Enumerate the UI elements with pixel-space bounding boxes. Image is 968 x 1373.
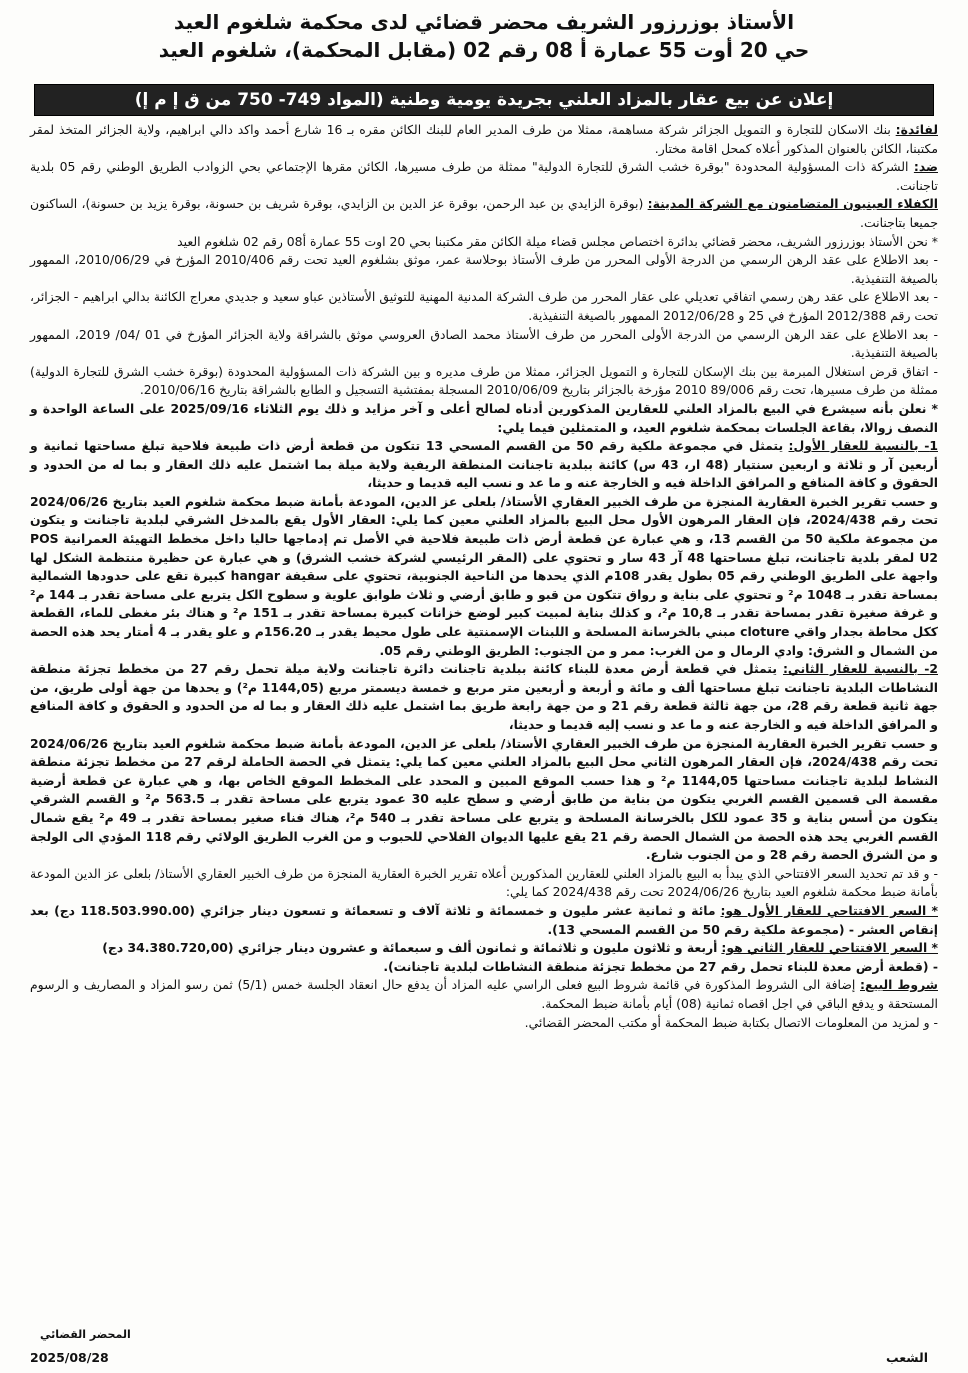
defendant-label: ضد: bbox=[913, 159, 938, 175]
opening-price-1-text: مائة و ثمانية عشر مليون و خمسمائة و ثلاثة آلاف و تسعمائة و تسعون دينار جزائري (118.503.990.00 دج) بعد إنقاص العشر - (مجموعة ملكية رقم 50 من القسم المسحي 13). bbox=[30, 902, 938, 937]
property2-label: 2- بالنسبة للعقار الثاني: bbox=[782, 661, 938, 677]
defendant-paragraph bbox=[30, 158, 938, 195]
property1-label: 1- بالنسبة للعقار الأول: bbox=[788, 438, 938, 454]
guarantors-text: (بوقرة الزايدي بن عبد الرحمن، بوقرة عز الدين بن الزايدي، بوقرة شريف بن حسونة، بوقرة يزيد بن حسونة)، الساكنون جميعا بتاجنانت. bbox=[30, 196, 938, 230]
contact-info: - و لمزيد من المعلومات الاتصال بكتابة ضبط المحكمة أو مكتب المحضر القضائي. bbox=[524, 1014, 938, 1030]
sale-terms-text: إضافة الى الشروط المذكورة في قائمة شروط البيع فعلى الراسي عليه المزاد أن يدفع حال انعقاد الجلسة خمس (5/1) ثمن رسو المزاد و المصاريف و الرسوم المستحقة و يدفع الباقي في اجل اقصاه ثمانية (08) أيام بأمانة ضبط المحكمة. bbox=[30, 977, 938, 1011]
preamble-mortgage-1: - بعد الاطلاع على عقد الرهن الرسمي من الدرجة الأولى المحرر من طرف الأستاذ بوحلاسة عمر، موثق بشلغوم العيد تحت رقم 2010/406 المؤرخ في 2010/06/29، الممهور بالصيغة التنفيذية. bbox=[30, 252, 938, 286]
opening-price-2-text: أربعة و ثلاثون مليون و ثلاثمائة و ثمانون ألف و سبعمائة و عشرون دينار جزائري (34.380.720,00 دج) bbox=[102, 940, 718, 956]
footer bbox=[30, 1350, 928, 1365]
preamble-loan-agreement: - اتفاق قرض استغلال المبرمة بين بنك الإسكان للتجارة و التمويل الجزائر، ممثلا من طرف مديره و بين الشركة ذات المسؤولية المحدودة (بوقرة خشب الشرق للتجارة الدولية) ممثلة من طرف مسيرها، تحت رقم 89/006 2010 مؤرخة بالجزائر بتاريخ 2010/06/09 المسجلة بمفتشية التسجيل و الطابع بالشراقة بتاريخ 2010/06/16. bbox=[30, 363, 938, 398]
publication-date: 2025/08/28 bbox=[30, 1350, 109, 1365]
preamble-bailiff: * نحن الأستاذ بوزرزور الشريف، محضر قضائي بدائرة اختصاص مجلس قضاء ميلة الكائن مقر مكتبنا بحي 20 اوت 55 عمارة أ08 رقم 02 شلغوم العيد bbox=[177, 233, 938, 249]
plaintiff-label: لفائدة: bbox=[895, 122, 938, 137]
sale-terms bbox=[30, 976, 938, 1013]
plaintiff-text: بنك الاسكان للتجارة و التمويل الجزائر شركة مساهمة، ممثلا من طرف المدير العام للبنك الكائن مقره بـ 16 شارع أحمد واكد دالي ابراهيم، ولاية الجزائر المتخذ لمقر مكتبنا، الكائن بالعنوان المذكور أعلاه كمحل اقامة مختار. bbox=[30, 122, 938, 156]
sale-terms-label: شروط البيع: bbox=[860, 977, 938, 993]
preamble-mortgage-3: - بعد الاطلاع على عقد الرهن الرسمي من الدرجة الأولى المحرر من طرف الأستاذ محمد الصادق العروسي موثق بالشراقة ولاية الجزائر المؤرخ في 01 /04/ 2019، الممهور بالصيغة التنفيذية. bbox=[30, 326, 939, 361]
header bbox=[20, 8, 948, 64]
property2-paragraph bbox=[30, 660, 938, 734]
defendant-text: الشركة ذات المسؤولية المحدودة "بوقرة خشب الشرق للتجارة الدولية" ممثلة من طرف مسيرها، الكائن مقرها الإجتماعي بحي الزوادب الطريق الوطني رقم 05 بلدية تاجنانت. bbox=[30, 159, 938, 193]
property1-paragraph bbox=[30, 437, 938, 493]
guarantors-label: الكفلاء العينيون المتضامنون مع الشركة المدينة: bbox=[647, 196, 938, 212]
header-address: حي 20 أوت 55 عمارة أ 08 رقم 02 (مقابل المحكمة)، شلغوم العيد bbox=[158, 38, 810, 62]
announcement-banner: إعلان عن بيع عقار بالمزاد العلني بجريدة يومية وطنية (المواد 749- 750 من ق إ م إ) bbox=[34, 84, 934, 116]
auction-announcement: * نعلن بأنه سيشرع في البيع بالمزاد العلني للعقارين المذكورين أدناه لصالح أعلى و آخر مزايد و ذلك يوم الثلاثاء 2025/09/16 على الساعة الواحدة و النصف زوالا، بقاعة الجلسات بمحكمة شلغوم العيد، و المتمثلين فيما يلي: bbox=[30, 400, 938, 435]
plaintiff-paragraph bbox=[30, 121, 938, 158]
publication-name: الشعب bbox=[886, 1350, 928, 1365]
opening-price-1-label: * السعر الافتتاحي للعقار الأول هو: bbox=[720, 902, 938, 918]
announcement-body bbox=[30, 121, 938, 1032]
signature: المحضر القضائي bbox=[40, 1328, 131, 1341]
opening-price-2-label: * السعر الافتتاحي للعقار الثاني هو: bbox=[721, 940, 938, 956]
property1-desc: يتمثل في مجموعة ملكية رقم 50 من القسم المسحي 13 تتكون من قطعة أرض ذات طبيعة فلاحية تبلغ مساحتها ثمانية و أربعين آر و ثلاثة و اربعين سنتيار (48 ار، 43 س) كائنة ببلدية تاجنانت المنطقة الريفية ولاية ميلة بما اشتمل عليه ذلك العقار و بما له من الحدود و الحقوق و كافة المنافع و المرافق الداخلة فيه و الخارجة عنه و ما عد و نسب اليه قديما و حديثا، bbox=[30, 438, 938, 491]
opening-price-intro: - و قد تم تحديد السعر الافتتاحي الذي يبدأ به البيع بالمزاد العلني للعقارين المذكورين أعلاه تقرير الخبرة العقارية المنجزة من طرف الخبير العقاري الأستاذ/ بلعلى عز الدين المودعة بأمانة ضبط محكمة شلغوم العيد بتاريخ 2024/06/26 تحت رقم 2024/438 كما يلي: bbox=[30, 865, 938, 900]
property2-desc: يتمثل في قطعة أرض معدة للبناء كائنة ببلدية تاجنانت دائرة تاجنانت ولاية ميلة تحمل رقم 27 من مخطط تجزئة منطقة النشاطات البلدية تاجنانت تبلغ مساحتها ألف و مائة و أربعة و أربعين متر مربع و خمسة ديسمتر مربع (1144,05 م²) و يحدها من جهة أولى طريق، من جهة ثانية قطعة رقم 28، من جهة ثالثة قطعة رقم 21 و من جهة رابعة طريق بما اشتمل عليه ذلك العقار و بما له من الحدود و الحقوق و كافة المنافع و المرافق الداخلة فيه و الخارجة عنه و ما عد و نسب إليه قديما و حديثا، bbox=[30, 661, 938, 732]
opening-price-2-note: - (قطعة أرض معدة للبناء تحمل رقم 27 من مخطط تجزئة منطقة النشاطات لبلدية تاجنانت). bbox=[383, 958, 938, 974]
preamble-mortgage-2: - بعد الاطلاع على عقد رهن رسمي اتفاقي تعديلي على عقار المحرر من طرف الشركة المدنية المهنية للتوثيق الأستاذين عباو سعيد و جديدي معراج الكائنة بدالي ابراهيم - الجزائر، تحت رقم 2012/388 المؤرخ في 25 و 2012/06/28 الممهور بالصيغة التنفيذية. bbox=[30, 289, 938, 323]
opening-price-2 bbox=[30, 939, 938, 958]
opening-price-1 bbox=[30, 902, 938, 939]
property2-expert-report: و حسب تقرير الخبرة العقارية المنجزة من طرف الخبير العقاري الأستاذ/ بلعلى عز الدين، المودعة بأمانة ضبط محكمة شلغوم العيد بتاريخ 2024/06/26 تحت رقم 2024/438، فإن العقار المرهون الثاني محل البيع بالمزاد العلني معين كما يلي: يتمثل في الحصة الحاملة لرقم 27 من مخطط تجزئة منطقة النشاط لبلدية تاجنانت مساحتها 1144,05 م² و هذا حسب الموقع المبين و المحدد على المخطط الموقع الخاص بها، و هي عبارة عن قطعة أرضية مقسمة الى قسمين القسم الغربي يتكون من بناية من طابق أرضي و سطح عليه 30 عمود يتربع على مساحة تقدر بـ 563.5 م² و القسم الشرقي يتكون من أسس بناية و 35 عمود للكل بالخرسانة المسلحة و يتربع على مساحة تقدر بـ 540 م²، هناك فناء صغير بمساحة تقدر بـ 49 م² يقع شمال القسم الغربي يحد هذه الحصة من الشمال الحصة رقم 21 يقع عليها الديوان الفلاحي للحبوب و من الغرب الطريق الولائي رقم 118 المؤدي الى الولجة و من الشرق الحصة رقم 28 و من الجنوب شارع. bbox=[30, 735, 939, 863]
guarantors-paragraph bbox=[30, 195, 938, 232]
property1-expert-report: و حسب تقرير الخبرة العقارية المنجزة من طرف الخبير العقاري الأستاذ/ بلعلى عز الدين، المودعة بأمانة ضبط محكمة شلغوم العيد بتاريخ 2024/06/26 تحت رقم 2024/438، فإن العقار المرهون الأول محل البيع بالمزاد العلني معين كما يلي: العقار الأول يقع بالمدخل الشرقي لبلدية تاجنانت و يتكون من مجموعة ملكية 50 من القسم 13، و هي عبارة عن قطعة أرض ذات طبيعة فلاحية في الأصل تم إدماجها حاليا داخل مخطط التهيئة العمرانية POS U2 لمقر بلدية تاجنانت، تبلغ مساحتها 48 آر 43 سار و تحتوي على (المقر الرئيسي لشركة خشب الشرق) و هي عبارة عن حظيرة منتظمة الشكل لها واجهة على الطريق الوطني رقم 05 بطول يقدر 108م الذي يحدها من الناحية الجنوبية، تحتوي على سقيفة hangar كبيرة تقع على حدودها الشمالية بمساحة تقدر بـ 1048 م² و تحتوي على بناية و رواق تتكون من قبو و طابق أرضي و ثلاث طوابق علوية و سطوح الكل يتربع على مساحة تقدر بـ 144 م² و غرفة صغيرة تقدر بمساحة تقدر بـ 10,8 م²، و كذلك بناية لمبيت كبير لوضع خزانات كبيرة بمساحة تقدر بـ 151 م² و هناك بئر مغطى للماء، القطعة ككل محاطة بجدار واقي cloture مبني بالخرسانة المسلحة و اللبنات الإسمنتية على طول محيط يقدر بـ 156.20م و علو يقدر بـ 4 أمتار يحد هذه الحصة من الشمال و الشرق: وادي الرمال و من الغرب: ممر و من الجنوب: الطريق الوطني رقم 05. bbox=[30, 493, 939, 658]
header-bailiff-name: الأستاذ بوزرزور الشريف محضر قضائي لدى محكمة شلغوم العيد bbox=[173, 10, 795, 34]
